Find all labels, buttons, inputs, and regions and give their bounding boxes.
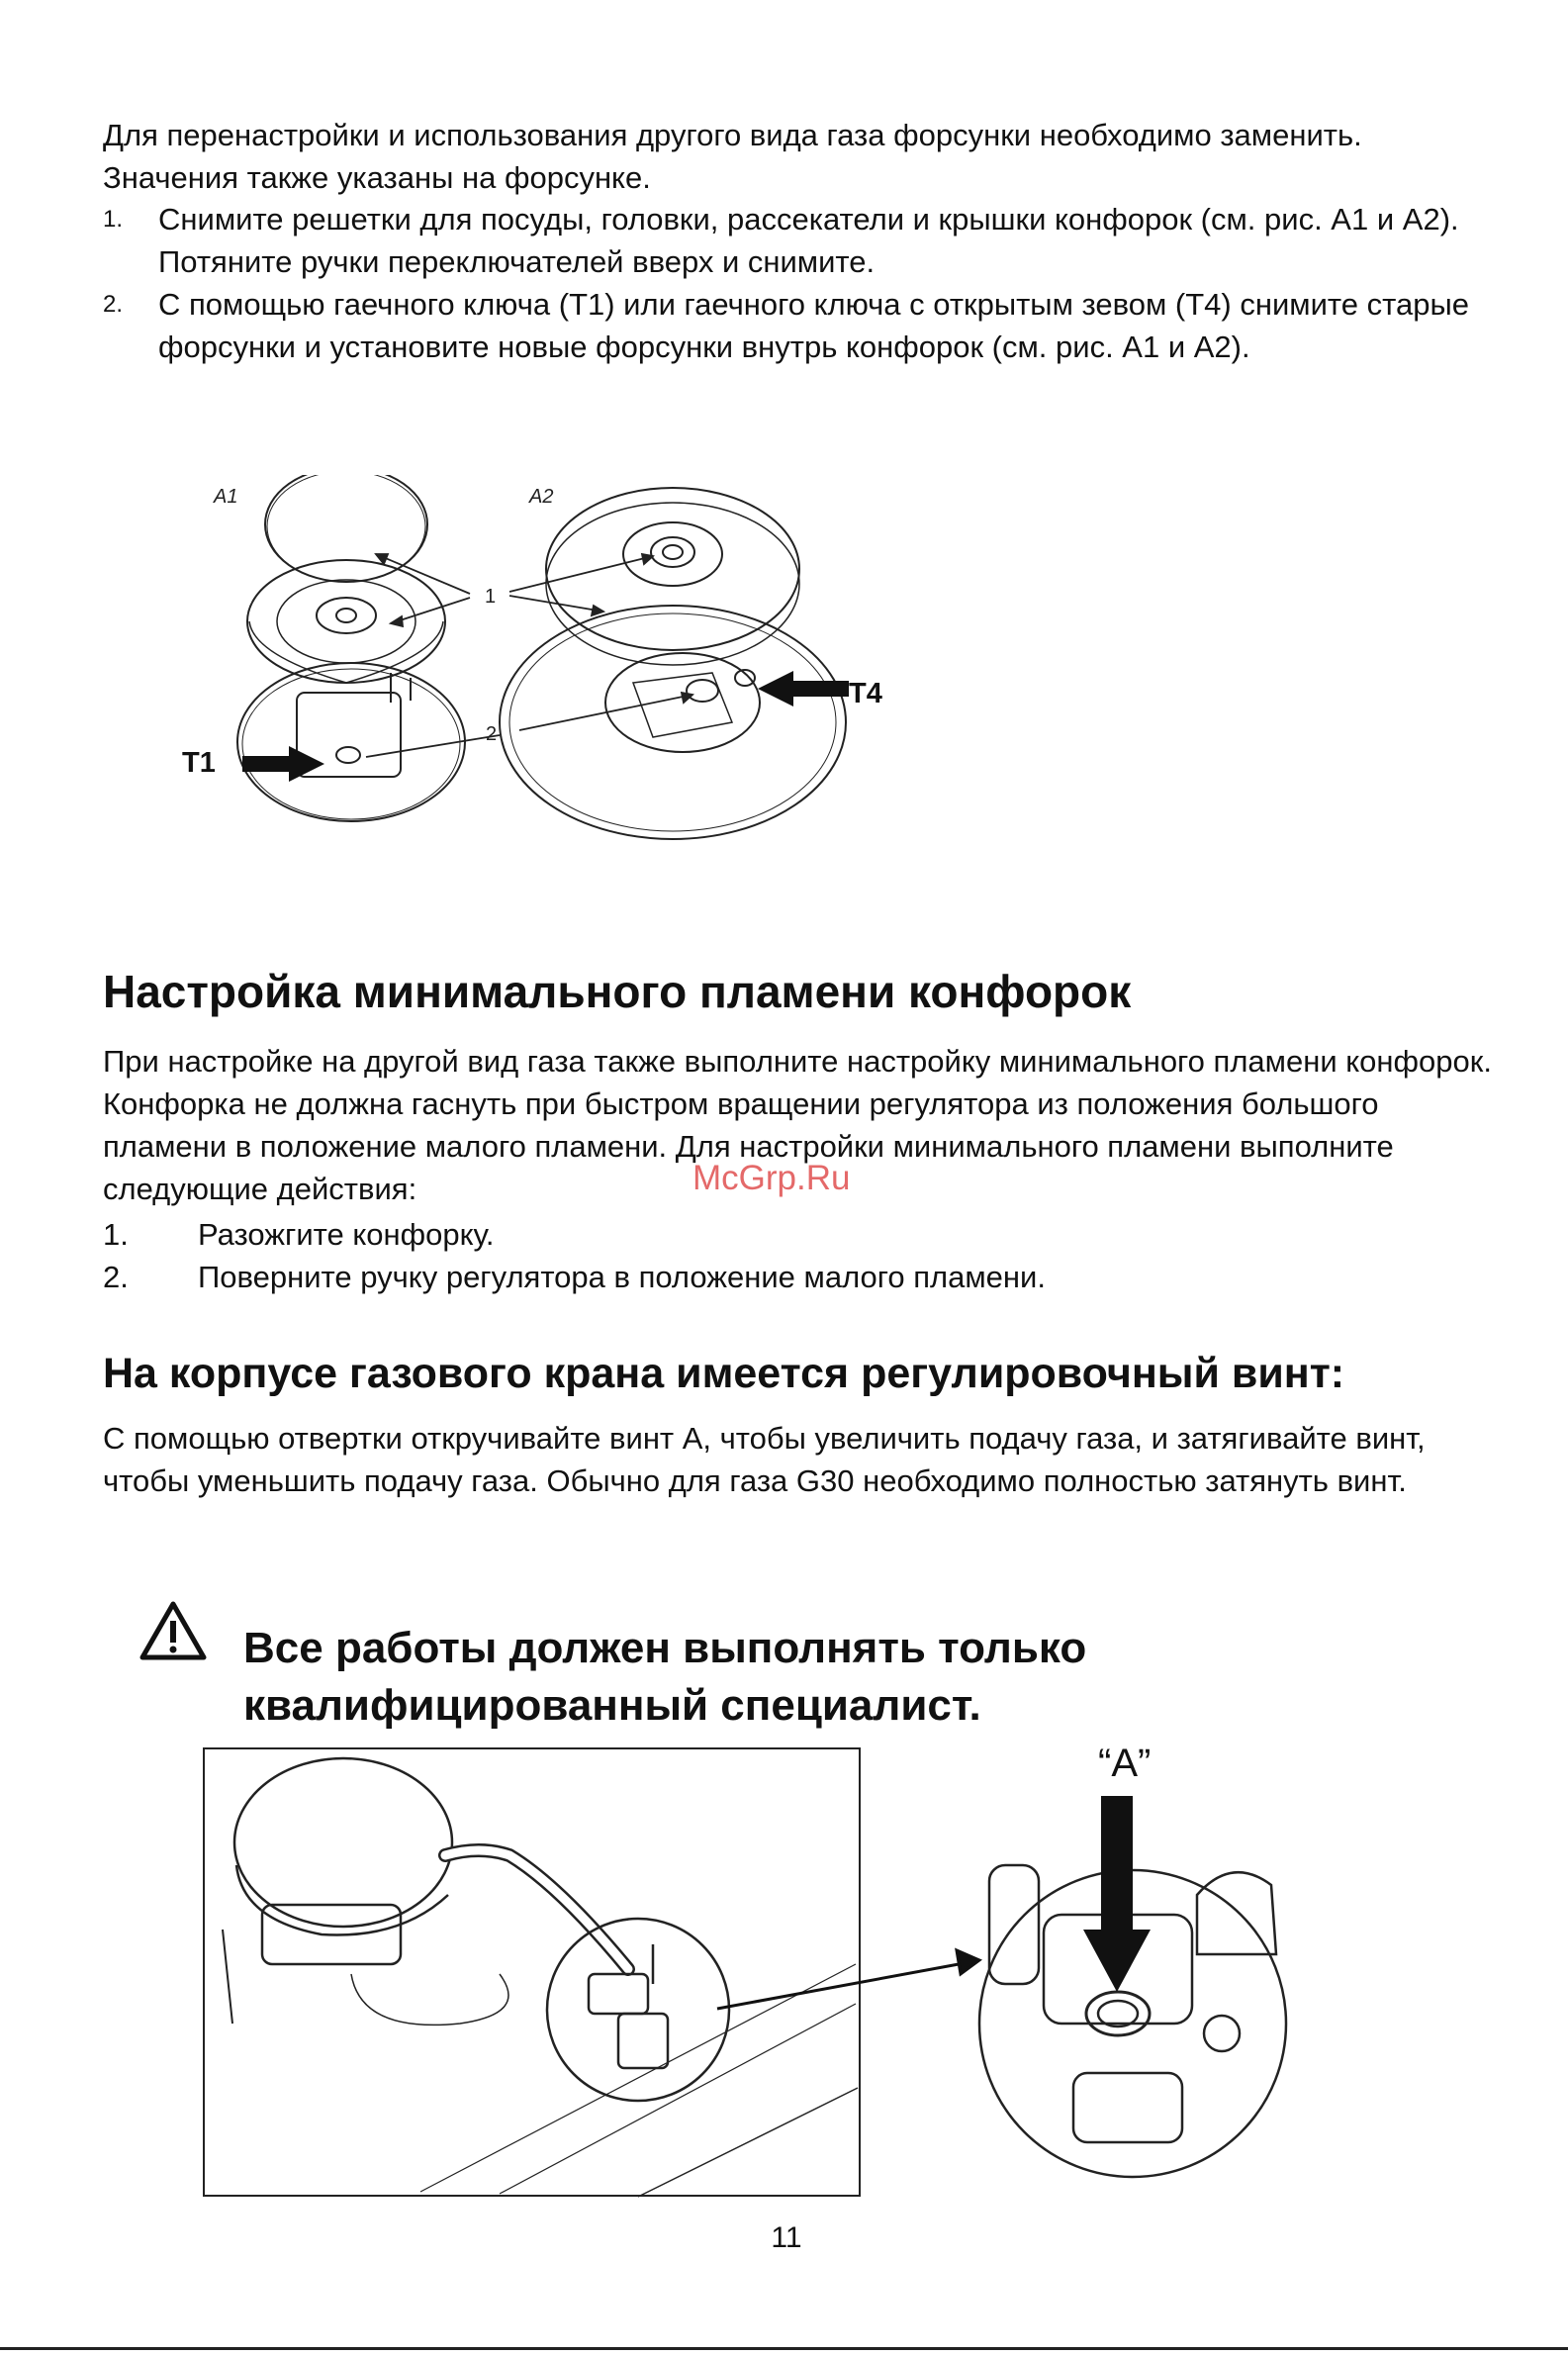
page-bottom-rule [0,2347,1568,2350]
list-item [103,1256,1389,1298]
list-number: 1. [103,206,124,233]
list-number: 1. [103,1217,129,1252]
page-number: 11 [771,2221,802,2254]
watermark: McGrp.Ru [692,1159,851,1197]
burner-disassembly-figure [178,475,940,851]
replace-steps-list [103,198,1488,368]
warning-triangle-icon [138,1600,208,1661]
list-text: Поверните ручку регулятора в положение малого пламени. [198,1260,1046,1294]
callout-1: 1 [485,586,497,608]
min-flame-paragraph: При настройке на другой вид газа также выполните настройку минимального пламени конфорок. Конфорка не должна гаснуть при быстром вращении регулятора из положения большого пламени в положение малого пламени. Для настройки минимального пламени выполните следующие действия: [103,1044,1492,1206]
callout-2: 2 [486,723,498,745]
gas-valve-figure [203,1746,1355,2202]
section-heading-min-flame: Настройка минимального пламени конфорок [103,966,1132,1017]
label-a2: A2 [529,486,554,508]
label-t4: T4 [849,678,882,709]
list-item [103,283,1488,368]
adjust-screw-paragraph: С помощью отвертки откручивайте винт A, чтобы увеличить подачу газа, и затягивайте винт, чтобы уменьшить подачу газа. Обычно для газа G30 необходимо полностью затянуть винт. [103,1421,1426,1498]
label-a1: A1 [214,486,238,508]
min-flame-steps-list [103,1213,1389,1298]
section-heading-adjust-screw: На корпусе газового крана имеется регулировочный винт: [103,1350,1345,1397]
list-text: С помощью гаечного ключа (Т1) или гаечного ключа с открытым зевом (Т4) снимите старые форсунки и установите новые форсунки внутрь конфорок (см. рис. А1 и А2). [158,287,1469,364]
list-item [103,198,1488,283]
label-t1: T1 [182,747,216,779]
warning-line-1: Все работы должен выполнять только [243,1624,1087,1672]
intro-paragraph: Для перенастройки и использования другого вида газа форсунки необходимо заменить. Значения также указаны на форсунке. [103,118,1362,195]
list-item [103,1213,1389,1256]
label-screw-a: “A” [1098,1746,1152,1785]
list-number: 2. [103,1260,129,1294]
warning-line-2: квалифицированный специалист. [243,1681,981,1730]
list-number: 2. [103,291,124,318]
list-text: Разожгите конфорку. [198,1217,495,1252]
warning-text [243,1620,1086,1735]
list-text: Снимите решетки для посуды, головки, рассекатели и крышки конфорок (см. рис. А1 и А2). Потяните ручки переключателей вверх и снимите. [158,202,1459,279]
